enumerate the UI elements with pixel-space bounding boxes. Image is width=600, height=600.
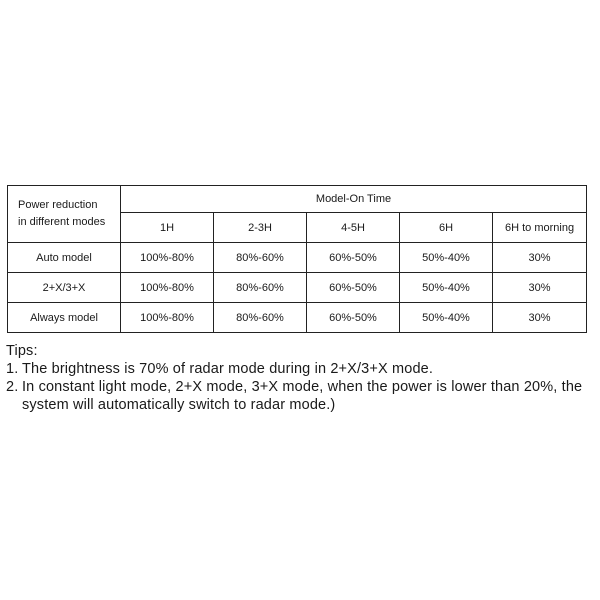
column-header: 4-5H [307, 213, 400, 243]
table-cell: 100%-80% [121, 243, 214, 273]
tip-number: 2. [6, 379, 19, 395]
corner-header-line2: in different modes [18, 216, 106, 228]
corner-header-line1: Power reduction [18, 199, 98, 211]
column-header: 6H [400, 213, 493, 243]
table-cell: 30% [493, 243, 587, 273]
table-cell: 100%-80% [121, 303, 214, 333]
group-header-model-on-time: Model-On Time [121, 186, 587, 213]
table-cell: 100%-80% [121, 273, 214, 303]
tip-number: 1. [6, 361, 19, 377]
tip-item [6, 378, 596, 414]
row-label: Auto model [8, 243, 121, 273]
table-row [8, 273, 587, 303]
row-label: 2+X/3+X [8, 273, 121, 303]
tip-text: In constant light mode, 2+X mode, 3+X mode, when the power is lower than 20%, the system will automatically switch to radar mode.) [22, 379, 583, 413]
table-cell: 80%-60% [214, 303, 307, 333]
table-header-row [8, 186, 587, 213]
table-cell: 80%-60% [214, 273, 307, 303]
tips-heading: Tips: [6, 343, 38, 359]
tips-section [6, 342, 596, 414]
column-header: 1H [121, 213, 214, 243]
table-cell: 50%-40% [400, 273, 493, 303]
tip-item [6, 360, 596, 378]
table-row [8, 243, 587, 273]
tip-text: The brightness is 70% of radar mode during in 2+X/3+X mode. [22, 361, 434, 377]
column-header: 2-3H [214, 213, 307, 243]
table-cell: 80%-60% [214, 243, 307, 273]
table-cell: 30% [493, 273, 587, 303]
table-cell: 30% [493, 303, 587, 333]
table-cell: 50%-40% [400, 303, 493, 333]
column-header: 6H to morning [493, 213, 587, 243]
table-row [8, 303, 587, 333]
table-cell: 60%-50% [307, 243, 400, 273]
power-reduction-table [7, 185, 587, 333]
row-label: Always model [8, 303, 121, 333]
table-cell: 50%-40% [400, 243, 493, 273]
table-cell: 60%-50% [307, 273, 400, 303]
table-cell: 60%-50% [307, 303, 400, 333]
power-reduction-table-container [7, 185, 586, 333]
table-corner-header [8, 186, 121, 243]
